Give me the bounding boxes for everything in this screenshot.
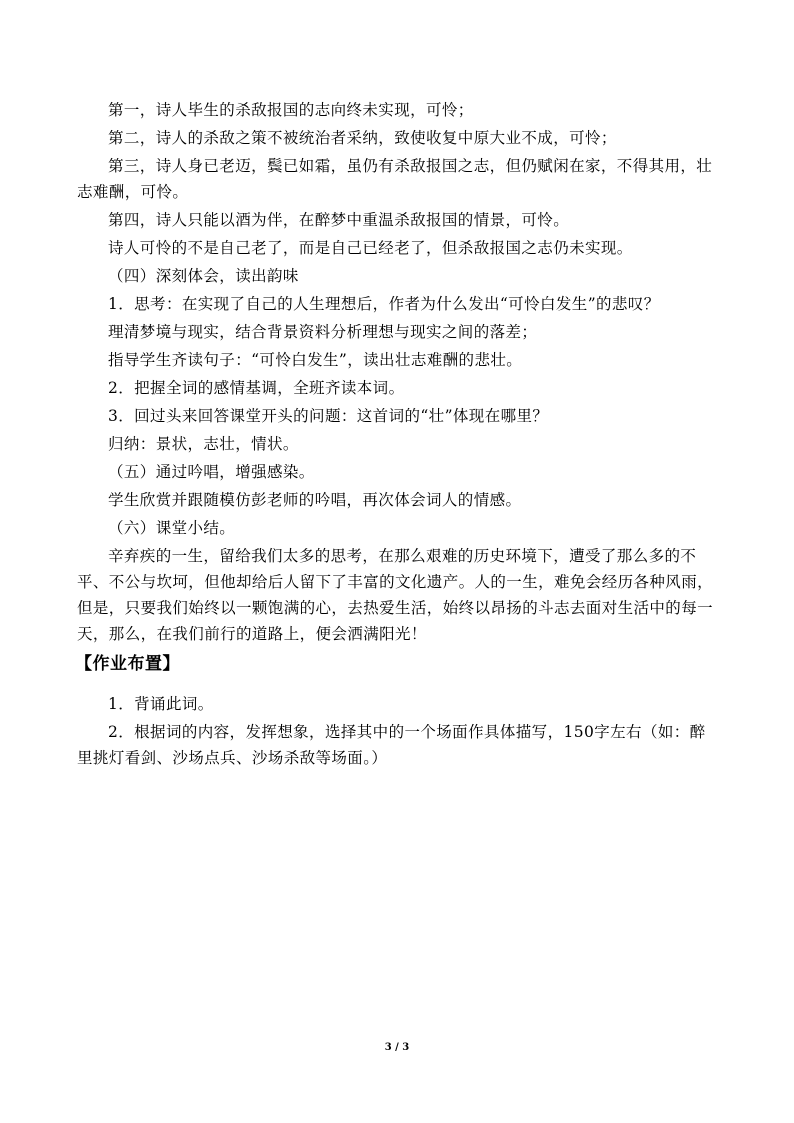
paragraph-11: 3．回过头来回答课堂开头的问题：这首词的“壮”体现在哪里？ bbox=[108, 407, 549, 425]
summary-paragraph: 辛弃疾的一生，留给我们太多的思考，在那么艰难的历史环境下，遭受了那么多的不平、不公与坎坷，但他却给后人留下了丰富的文化遗产。人的一生，难免会经历各种风雨，但是，只要我们始终以一颗饱满的心，去热爱生活，始终以昂扬的斗志去面对生活中的每一天，那么，在我们前行的道路上，便会洒满阳光！ bbox=[77, 547, 714, 643]
section-four-title: （四）深刻体会，读出韵味 bbox=[108, 267, 299, 285]
paragraph-10: 2．把握全词的感情基调，全班齐读本词。 bbox=[108, 379, 405, 397]
paragraph-2: 第二，诗人的杀敌之策不被统治者采纳，致使收复中原大业不成，可怜； bbox=[108, 129, 617, 147]
paragraph-4: 第四，诗人只能以酒为伴，在醉梦中重温杀敌报国的情景，可怜。 bbox=[108, 211, 570, 229]
paragraph-9: 指导学生齐读句子：“可怜白发生”，读出壮志难酬的悲壮。 bbox=[108, 351, 523, 369]
paragraph-7: 1．思考：在实现了自己的人生理想后，作者为什么发出“可怜白发生”的悲叹？ bbox=[108, 295, 660, 313]
homework-item-2: 2．根据词的内容，发挥想象，选择其中的一个场面作具体描写，150字左右（如：醉里挑灯看剑、沙场点兵、沙场杀敌等场面。） bbox=[77, 723, 706, 767]
paragraph-1: 第一，诗人毕生的杀敌报国的志向终未实现，可怜； bbox=[108, 101, 474, 119]
section-six-title: （六）课堂小结。 bbox=[108, 519, 236, 537]
paragraph-5: 诗人可怜的不是自己老了，而是自己已经老了，但杀敌报国之志仍未实现。 bbox=[108, 239, 633, 257]
section-five-title: （五）通过吟唱，增强感染。 bbox=[108, 463, 315, 481]
homework-heading: 【作业布置】 bbox=[75, 654, 180, 674]
paragraph-3: 第三，诗人身已老迈，鬓已如霜，虽仍有杀敌报国之志，但仍赋闲在家，不得其用，壮志难酬，可怜。 bbox=[77, 157, 713, 201]
paragraph-12: 归纳：景状，志壮，情状。 bbox=[108, 435, 299, 453]
homework-item-1: 1．背诵此词。 bbox=[108, 695, 214, 713]
paragraph-14: 学生欣赏并跟随模仿彭老师的吟唱，再次体会词人的情感。 bbox=[108, 491, 522, 509]
page-number: 3 / 3 bbox=[384, 1042, 410, 1053]
document-body bbox=[77, 97, 717, 773]
paragraph-8: 理清梦境与现实，结合背景资料分析理想与现实之间的落差； bbox=[108, 323, 538, 341]
